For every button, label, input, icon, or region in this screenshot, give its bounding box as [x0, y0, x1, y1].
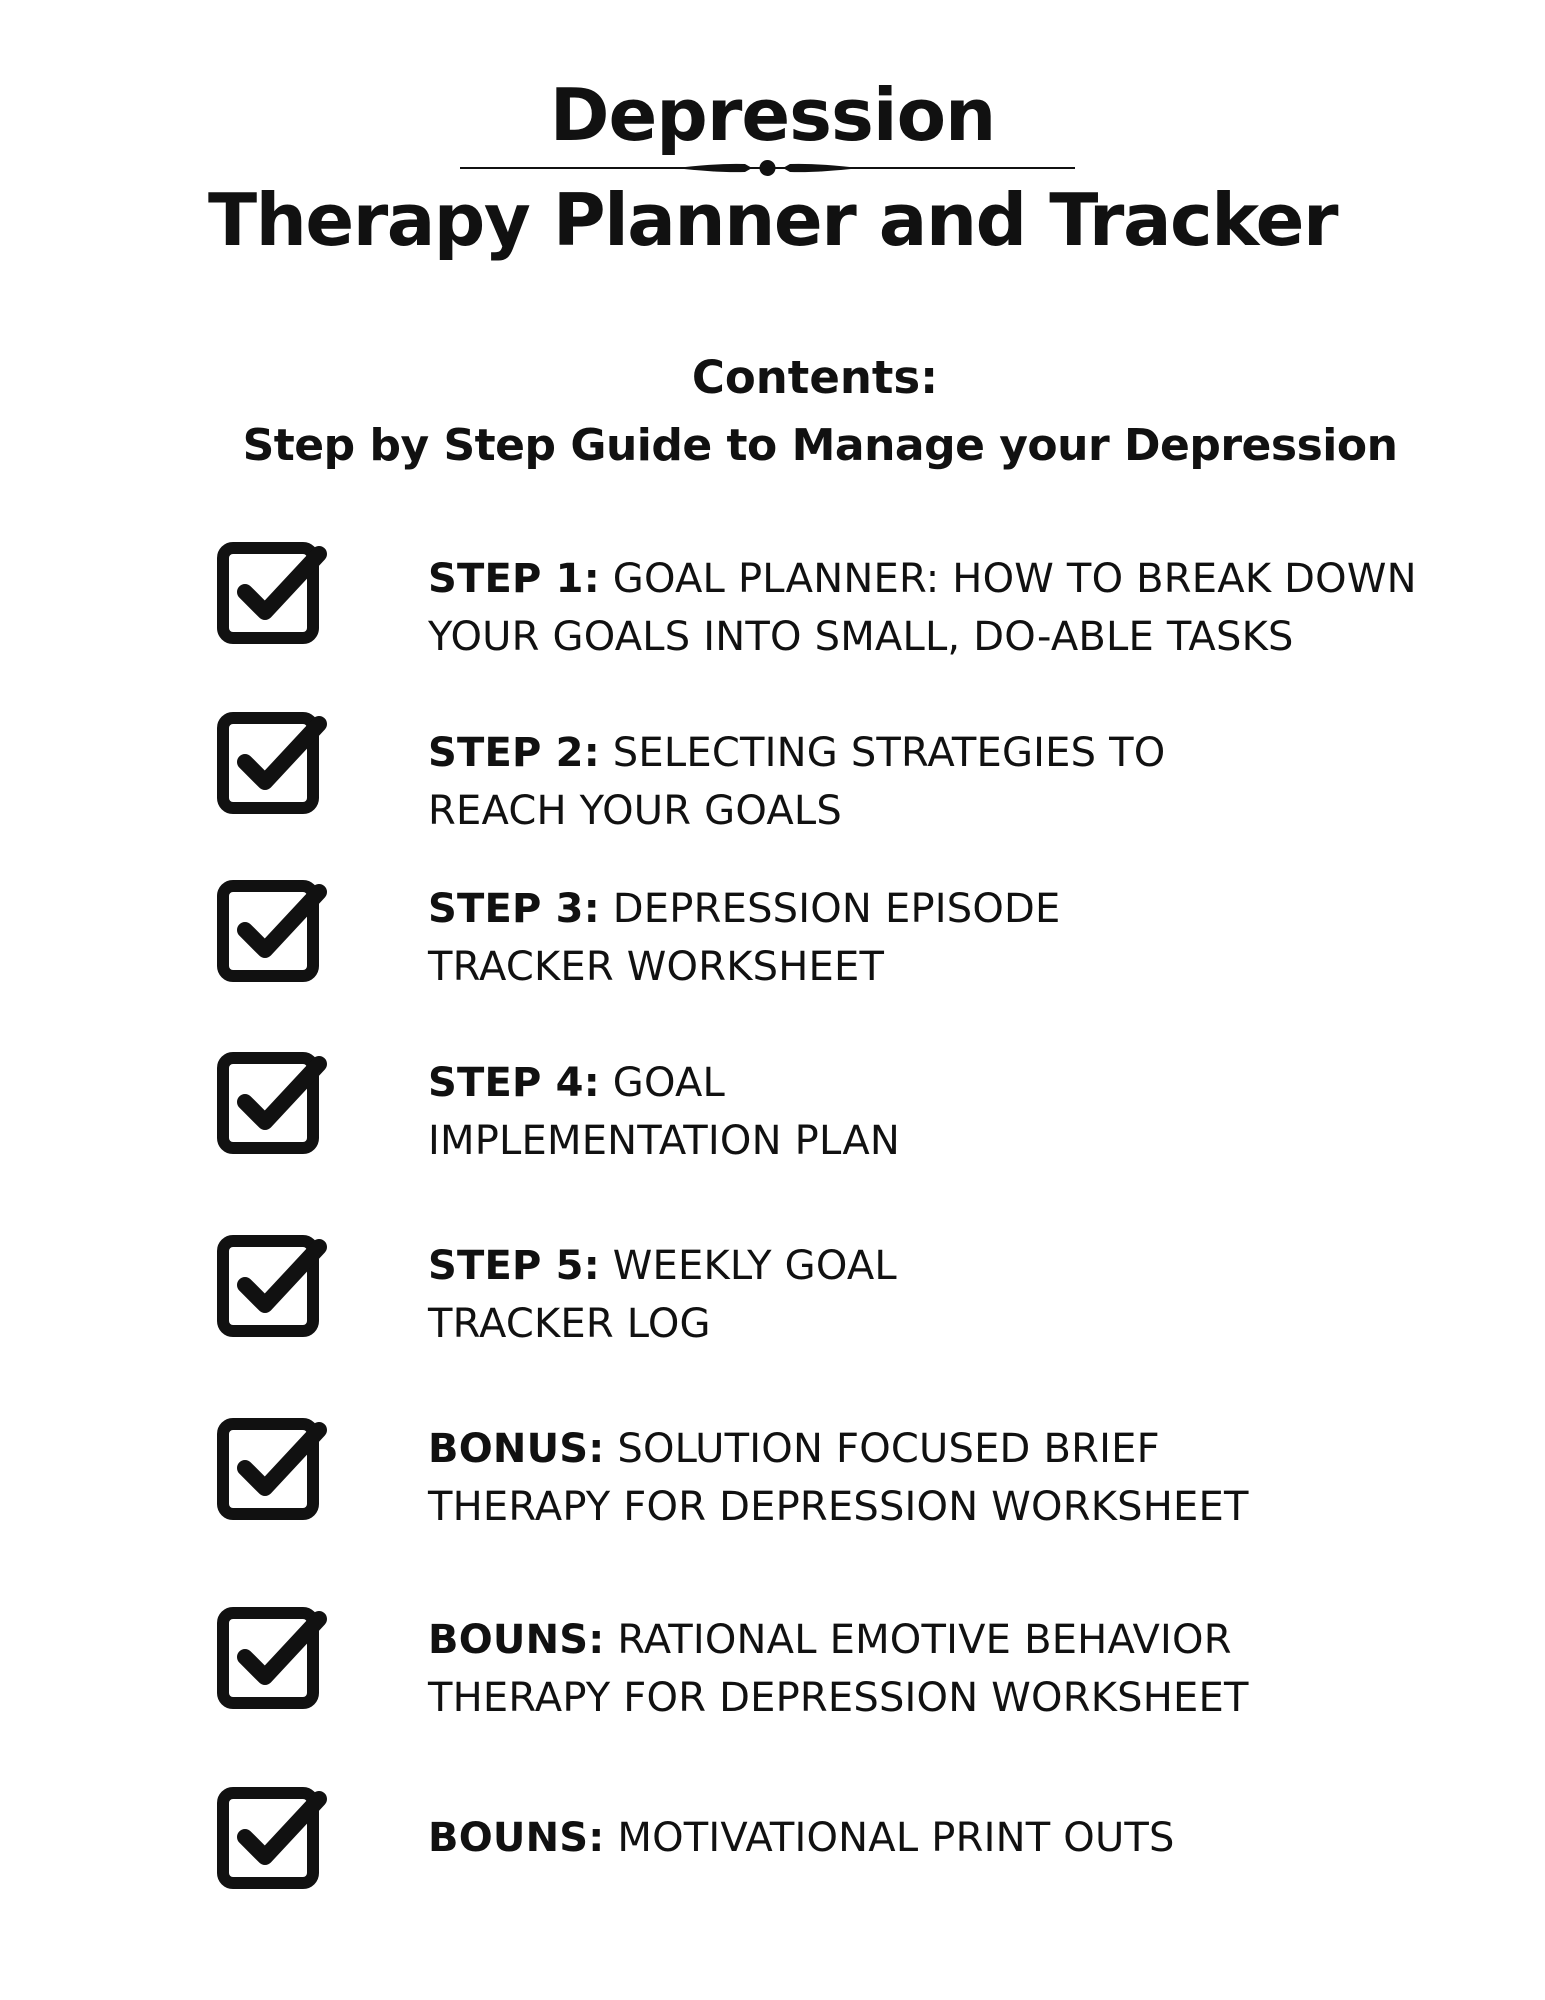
- item-line2: TRACKER WORKSHEET: [428, 944, 885, 990]
- item-line1: WEEKLY GOAL: [599, 1243, 897, 1289]
- item-line1: DEPRESSION EPISODE: [599, 886, 1061, 932]
- contents-heading: Contents:: [691, 351, 939, 404]
- item-line2: REACH YOUR GOALS: [428, 788, 842, 834]
- item-line2: TRACKER LOG: [428, 1301, 711, 1347]
- checkbox-checked-icon: [215, 1416, 330, 1526]
- item-line1: GOAL PLANNER: HOW TO BREAK DOWN: [599, 556, 1417, 602]
- item-label: STEP 1:: [428, 556, 600, 602]
- item-line1: RATIONAL EMOTIVE BEHAVIOR: [604, 1617, 1232, 1663]
- item-label: STEP 4:: [428, 1060, 600, 1106]
- checkbox-checked-icon: [215, 1050, 330, 1160]
- contents-subheading: Step by Step Guide to Manage your Depression: [242, 420, 1398, 471]
- checkbox-checked-icon: [215, 878, 330, 988]
- item-label: BOUNS:: [428, 1815, 605, 1861]
- item-line1: SOLUTION FOCUSED BRIEF: [604, 1426, 1160, 1472]
- checkbox-checked-icon: [215, 1233, 330, 1343]
- item-label: STEP 3:: [428, 886, 600, 932]
- item-line1: GOAL: [599, 1060, 726, 1106]
- page-subtitle: Therapy Planner and Tracker: [207, 178, 1337, 262]
- item-label: STEP 2:: [428, 730, 600, 776]
- item-label: STEP 5:: [428, 1243, 600, 1289]
- page-title: Depression: [549, 73, 996, 157]
- checkbox-checked-icon: [215, 710, 330, 820]
- item-line2: YOUR GOALS INTO SMALL, DO-ABLE TASKS: [428, 614, 1294, 660]
- item-line1: SELECTING STRATEGIES TO: [599, 730, 1166, 776]
- item-line2: IMPLEMENTATION PLAN: [428, 1118, 901, 1164]
- item-label: BOUNS:: [428, 1617, 605, 1663]
- checkbox-checked-icon: [215, 1785, 330, 1895]
- checkbox-checked-icon: [215, 1605, 330, 1715]
- item-line1: MOTIVATIONAL PRINT OUTS: [604, 1815, 1175, 1861]
- item-label: BONUS:: [428, 1426, 605, 1472]
- item-line2: THERAPY FOR DEPRESSION WORKSHEET: [428, 1675, 1249, 1721]
- checkbox-checked-icon: [215, 540, 330, 650]
- item-line2: THERAPY FOR DEPRESSION WORKSHEET: [428, 1484, 1249, 1530]
